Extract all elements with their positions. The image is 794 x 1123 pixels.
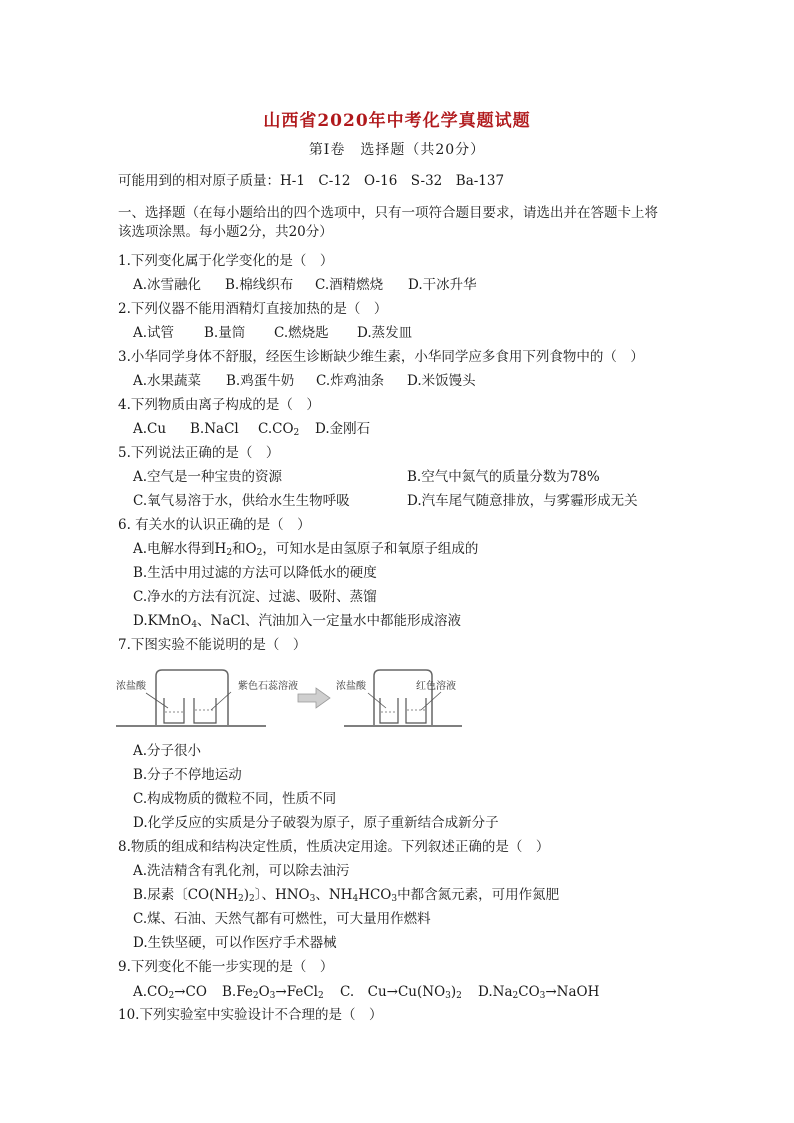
question-5-option-d: D.汽车尾气随意排放，与雾霾形成无关 — [407, 493, 638, 509]
question-6-stem: 6. 有关水的认识正确的是（ ） — [118, 517, 311, 533]
question-8-option-a: A.洗洁精含有乳化剂，可以除去油污 — [133, 863, 350, 879]
question-1-option-c: C.酒精燃烧 — [315, 277, 384, 293]
question-5-option-b: B.空气中氮气的质量分数为78% — [407, 469, 600, 485]
question-9-option-a: $A.CO_2\to CO$ — [133, 984, 207, 1001]
question-3-option-d: D.米饭馒头 — [407, 373, 476, 389]
question-7-option-d: D.化学反应的实质是分子破裂为原子，原子重新结合成新分子 — [133, 815, 499, 831]
page-title: 山西省2020年中考化学真题试题 — [263, 111, 531, 131]
right-label-hcl: 浓盐酸 — [336, 681, 366, 692]
question-1-option-a: A.冰雪融化 — [133, 277, 202, 293]
question-9-option-b: $B.Fe_2O_3\to FeCl_2$ — [222, 984, 324, 1001]
question-7-stem: 7.下图实验不能说明的是（ ） — [118, 637, 307, 653]
question-5-option-a: A.空气是一种宝贵的资源 — [133, 469, 283, 485]
question-8-stem: 8.物质的组成和结构决定性质，性质决定用途。下列叙述正确的是（ ） — [118, 839, 550, 855]
question-6-option-a: A.电解水得到$H_2$和$O_2$，可知水是由氢原子和氧原子组成的 — [133, 541, 479, 558]
question-4-option-d: D.金刚石 — [315, 421, 371, 437]
question-7-option-c: C.构成物质的微粒不同，性质不同 — [133, 791, 337, 807]
question-5-option-c: C.氧气易溶于水，供给水生生物呼吸 — [133, 493, 350, 509]
question-4-option-a: A.Cu — [133, 421, 167, 437]
question-3-option-a: A.水果蔬菜 — [133, 373, 202, 389]
question-2-option-d: D.蒸发皿 — [357, 325, 413, 341]
question-7-option-a: A.分子很小 — [133, 743, 202, 759]
question-6-option-d: D.KMnO$_4$、NaCl、汽油加入一定量水中都能形成溶液 — [133, 613, 462, 630]
question-8-option-b: B.尿素〔$CO(NH_2)_2$〕、$HNO_3$、$NH_4HCO_3$中都含氮元素，可用作氮肥 — [133, 887, 560, 904]
question-3-option-b: B.鸡蛋牛奶 — [226, 373, 295, 389]
right-arrow-icon — [298, 688, 330, 708]
right-label-red-solution: 红色溶液 — [416, 681, 456, 692]
question-4-option-b: B.NaCl — [190, 421, 239, 437]
left-label-hcl: 浓盐酸 — [116, 681, 146, 692]
atomic-masses: 可能用到的相对原子质量：H-1 C-12 O-16 S-32 Ba-137 — [118, 173, 505, 189]
question-7-option-b: B.分子不停地运动 — [133, 767, 242, 783]
question-8-option-d: D.生铁坚硬，可以作医疗手术器械 — [133, 935, 337, 951]
question-3-stem: 3.小华同学身体不舒服，经医生诊断缺少维生素，小华同学应多食用下列食物中的（ ） — [118, 349, 644, 365]
left-apparatus — [116, 670, 298, 726]
question-9-option-c: C. $Cu\to Cu(NO_3)_2$ — [340, 984, 462, 1001]
experiment-figure — [116, 668, 462, 734]
section-instructions-line1: 一、选择题（在每小题给出的四个选项中，只有一项符合题目要求，请选出并在答题卡上将 — [118, 205, 658, 221]
question-4-option-c: $C.CO_2$ — [258, 421, 300, 438]
question-2-option-b: B.量筒 — [204, 325, 246, 341]
question-6-option-c: C.净水的方法有沉淀、过滤、吸附、蒸馏 — [133, 589, 377, 605]
question-1-option-b: B.棉线织布 — [225, 277, 294, 293]
question-10-stem: 10.下列实验室中实验设计不合理的是（ ） — [118, 1007, 383, 1023]
question-4-stem: 4.下列物质由离子构成的是（ ） — [118, 397, 320, 413]
question-2-stem: 2.下列仪器不能用酒精灯直接加热的是（ ） — [118, 301, 388, 317]
page-subtitle: 第Ⅰ卷 选择题（共20分） — [308, 142, 486, 158]
question-2-option-a: A.试管 — [133, 325, 175, 341]
question-8-option-c: C.煤、石油、天然气都有可燃性，可大量用作燃料 — [133, 911, 431, 927]
section-instructions-line2: 该选项涂黑。每小题2分，共20分） — [118, 224, 333, 240]
question-2-option-c: C.燃烧匙 — [274, 325, 329, 341]
question-5-stem: 5.下列说法正确的是（ ） — [118, 445, 280, 461]
question-9-stem: 9.下列变化不能一步实现的是（ ） — [118, 959, 334, 975]
left-label-litmus: 紫色石蕊溶液 — [238, 681, 298, 692]
question-6-option-b: B.生活中用过滤的方法可以降低水的硬度 — [133, 565, 377, 581]
right-apparatus — [336, 670, 462, 726]
question-1-stem: 1.下列变化属于化学变化的是（ ） — [118, 253, 334, 269]
question-1-option-d: D.干冰升华 — [408, 277, 477, 293]
question-3-option-c: C.炸鸡油条 — [316, 373, 385, 389]
question-9-option-d: $D.Na_2CO_3\to NaOH$ — [478, 984, 600, 1001]
